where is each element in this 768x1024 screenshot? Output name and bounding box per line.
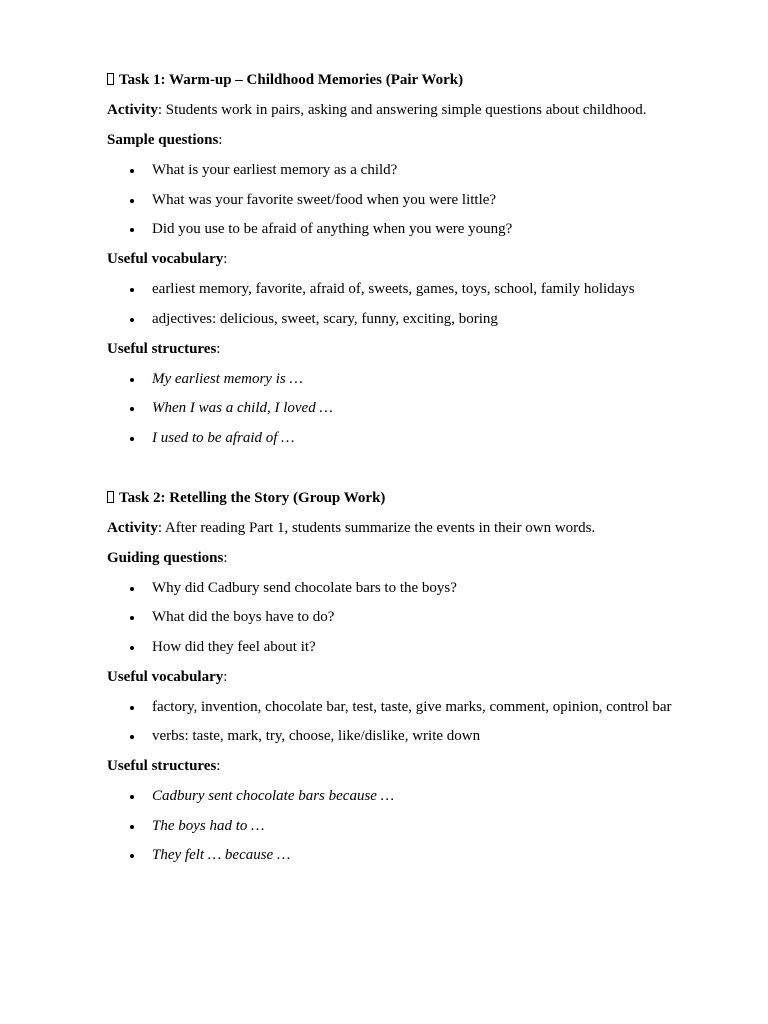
colon: : xyxy=(216,758,221,774)
missing-glyph-box-icon xyxy=(107,73,114,85)
task1-heading-text: Task 1: Warm-up – Childhood Memories (Pair Work) xyxy=(119,72,464,88)
task1-questions-label xyxy=(107,131,707,149)
list-item-text: How did they feel about it? xyxy=(152,638,316,655)
colon: : xyxy=(223,549,228,566)
list-item xyxy=(107,429,707,447)
task2-activity xyxy=(107,519,707,537)
task2-structures-label xyxy=(107,757,707,775)
list-item xyxy=(107,310,707,328)
task2-questions-label-text: Guiding questions xyxy=(107,549,224,566)
list-item xyxy=(107,608,707,626)
list-item xyxy=(107,638,707,656)
task1-vocab-list xyxy=(107,280,707,328)
colon: : xyxy=(216,340,221,357)
task2-structures-label-text: Useful structures xyxy=(107,758,217,774)
task1-heading xyxy=(107,71,707,89)
task1-structures-label xyxy=(107,340,707,358)
document-page xyxy=(107,71,707,876)
list-item-text: The boys had to … xyxy=(152,817,265,834)
missing-glyph-box-icon xyxy=(107,491,114,503)
task1-structures-label-text: Useful structures xyxy=(107,340,217,357)
task2-activity-label: Activity xyxy=(107,519,158,536)
list-item-text: When I was a child, I loved … xyxy=(152,400,333,416)
list-item xyxy=(107,698,707,716)
list-item-text: factory, invention, chocolate bar, test, taste, give marks, comment, opinion, control bar xyxy=(152,698,672,715)
list-item-text: Why did Cadbury send chocolate bars to the boys? xyxy=(152,579,457,596)
list-item-text: What was your favorite sweet/food when you were little? xyxy=(152,191,497,208)
task2-structures-list xyxy=(107,787,707,864)
task1-activity-text: : Students work in pairs, asking and answering simple questions about childhood. xyxy=(157,102,647,118)
colon: : xyxy=(218,132,223,148)
task2-questions-list xyxy=(107,579,707,656)
list-item-text: adjectives: delicious, sweet, scary, funny, exciting, boring xyxy=(152,310,498,327)
list-item xyxy=(107,846,707,864)
task2-vocab-list xyxy=(107,698,707,746)
list-item-text: What did the boys have to do? xyxy=(152,609,335,625)
list-item xyxy=(107,280,707,298)
colon: : xyxy=(223,668,228,685)
list-item xyxy=(107,817,707,835)
task2-vocab-label xyxy=(107,668,707,686)
task1-questions-list xyxy=(107,161,707,238)
task2-activity-text: : After reading Part 1, students summarize the events in their own words. xyxy=(157,519,596,536)
task2-vocab-label-text: Useful vocabulary xyxy=(107,668,224,685)
task1-vocab-label-text: Useful vocabulary xyxy=(107,251,224,267)
list-item-text: Did you use to be afraid of anything when you were young? xyxy=(152,221,513,237)
list-item xyxy=(107,191,707,209)
list-item-text: They felt … because … xyxy=(152,847,291,863)
task1-activity xyxy=(107,101,707,119)
list-item xyxy=(107,579,707,597)
list-item-text: My earliest memory is … xyxy=(152,370,303,387)
list-item-text: Cadbury sent chocolate bars because … xyxy=(152,788,395,804)
task1-vocab-label xyxy=(107,250,707,268)
list-item xyxy=(107,399,707,417)
list-item xyxy=(107,727,707,745)
list-item-text: I used to be afraid of … xyxy=(152,429,295,446)
task1-structures-list xyxy=(107,370,707,447)
task2-questions-label xyxy=(107,549,707,567)
list-item xyxy=(107,220,707,238)
list-item-text: earliest memory, favorite, afraid of, sweets, games, toys, school, family holidays xyxy=(152,281,635,297)
task1-questions-label-text: Sample questions xyxy=(107,132,219,148)
list-item-text: verbs: taste, mark, try, choose, like/dislike, write down xyxy=(152,728,481,744)
list-item xyxy=(107,161,707,179)
section-spacer xyxy=(107,459,707,489)
task2-heading xyxy=(107,489,707,507)
colon: : xyxy=(223,251,228,267)
task1-activity-label: Activity xyxy=(107,102,158,118)
list-item-text: What is your earliest memory as a child? xyxy=(152,162,398,178)
list-item xyxy=(107,787,707,805)
task2-heading-text: Task 2: Retelling the Story (Group Work) xyxy=(119,489,386,506)
list-item xyxy=(107,370,707,388)
